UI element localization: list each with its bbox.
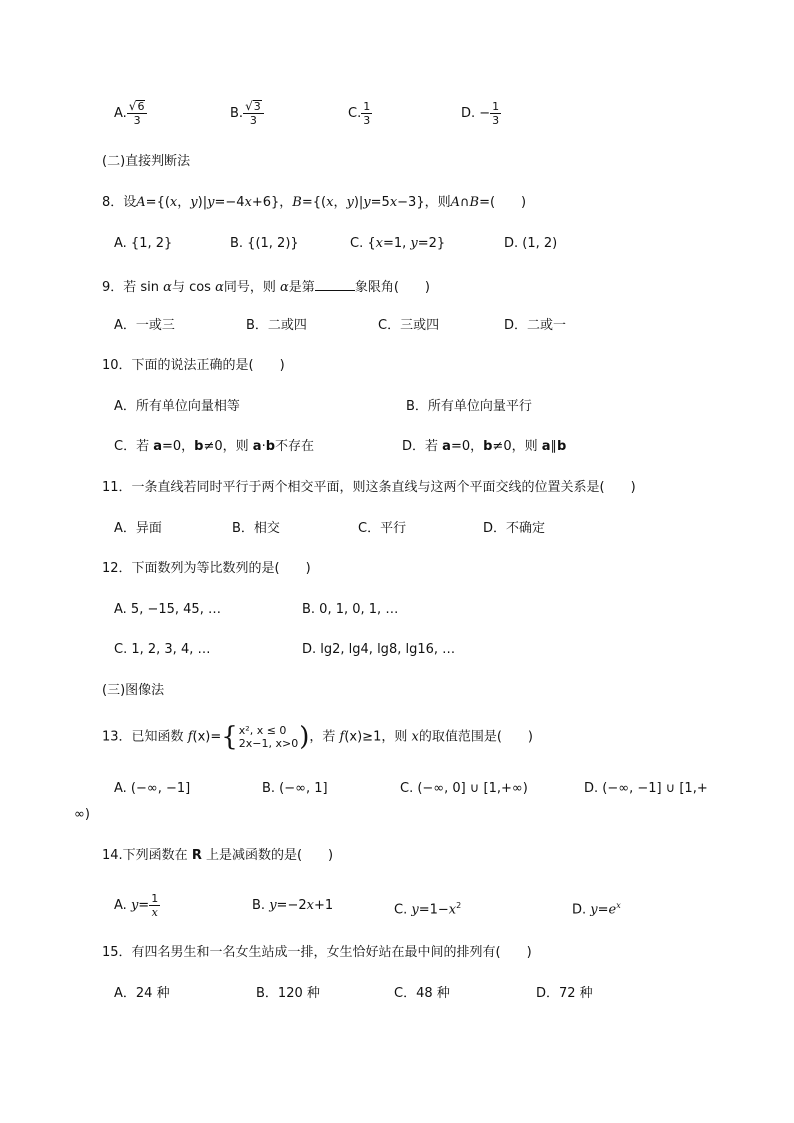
text: =: [138, 898, 150, 913]
q9-option-b[interactable]: B．二或四: [246, 318, 307, 333]
q12-option-a[interactable]: A. 5, −15, 45, …: [114, 602, 221, 617]
q7-option-a[interactable]: [114, 100, 147, 127]
text: (x)≥1，则: [344, 729, 412, 745]
radicand: 3: [253, 100, 261, 113]
text: A.: [114, 898, 131, 913]
q13-option-d-wrap: ∞): [74, 807, 90, 822]
q8-option-b[interactable]: B. {(1, 2)}: [230, 236, 299, 251]
vector: b: [265, 439, 276, 454]
text: ，: [333, 195, 347, 210]
text: =( ): [479, 195, 527, 210]
var: e: [608, 902, 617, 918]
q15-option-d[interactable]: D．72 种: [536, 986, 593, 1001]
denominator: 3: [363, 114, 371, 127]
q15-option-a[interactable]: A．24 种: [114, 986, 170, 1001]
text: B.: [252, 898, 270, 913]
var: y: [346, 195, 354, 210]
q7-option-d[interactable]: [461, 100, 501, 127]
denominator: 3: [492, 114, 500, 127]
exponent: 2: [456, 901, 462, 910]
q9-option-d[interactable]: D．二或一: [504, 318, 567, 333]
text: −3}，则: [397, 195, 451, 210]
vector: a: [541, 439, 551, 454]
q13-option-c[interactable]: C. (−∞, 0] ∪ [1,+∞): [400, 781, 528, 796]
question-12-stem: 12．下面数列为等比数列的是( ): [102, 561, 311, 576]
var: x: [389, 195, 398, 210]
exponent: x: [616, 901, 621, 910]
brace-left: {: [221, 722, 238, 752]
q15-option-b[interactable]: B．120 种: [256, 986, 320, 1001]
vector: b: [483, 439, 493, 454]
text: 同号，则: [223, 280, 281, 295]
q11-option-b[interactable]: B．相交: [232, 521, 280, 536]
vector: a: [252, 439, 262, 454]
piecewise-function: [221, 724, 309, 750]
fraction: [361, 100, 372, 127]
fraction: √ 3 3: [243, 100, 264, 127]
text: C.: [394, 902, 412, 918]
question-11-stem: 11．一条直线若同时平行于两个相交平面，则这条直线与这两个平面交线的位置关系是( ): [102, 480, 636, 495]
var: y: [411, 902, 419, 918]
section-heading: (三)图像法: [102, 683, 165, 698]
text: 象限角( ): [354, 280, 430, 295]
text: ，: [177, 195, 191, 210]
vector: b: [194, 439, 204, 454]
var: y: [190, 195, 198, 210]
q10-option-a[interactable]: A．所有单位向量相等: [114, 399, 240, 414]
q13-option-d[interactable]: D. (−∞, −1] ∪ [1,+: [584, 781, 708, 796]
var: y: [410, 236, 418, 251]
q10-option-c[interactable]: [114, 438, 314, 456]
text: ∥: [550, 439, 557, 454]
var: x: [244, 195, 252, 210]
var: y: [207, 195, 215, 210]
q9-option-c[interactable]: C．三或四: [378, 318, 440, 333]
q12-option-d[interactable]: D. lg2, lg4, lg8, lg16, …: [302, 642, 456, 657]
var: y: [363, 195, 371, 210]
text: 与 cos: [171, 280, 216, 295]
radicand: 6: [137, 100, 145, 113]
var: x: [326, 195, 334, 210]
text: ={(: [145, 195, 170, 210]
q14-option-b[interactable]: [252, 897, 333, 915]
numerator: 1: [492, 100, 500, 113]
q7-option-b[interactable]: [230, 100, 264, 127]
text: 上是减函数的是( ): [201, 848, 334, 863]
q10-option-b[interactable]: B．所有单位向量平行: [406, 399, 532, 414]
denominator: x: [151, 906, 158, 919]
text: 不存在: [275, 439, 315, 454]
text: ≠0，则: [492, 439, 542, 454]
text: C. {: [350, 236, 376, 251]
text: =0，: [450, 439, 484, 454]
q10-option-d[interactable]: [402, 438, 566, 456]
q13-option-a[interactable]: A. (−∞, −1]: [114, 781, 191, 796]
q11-option-c[interactable]: C．平行: [358, 521, 407, 536]
q14-option-d[interactable]: [572, 897, 621, 919]
q8-option-a[interactable]: A. {1, 2}: [114, 236, 173, 251]
q15-option-c[interactable]: C．48 种: [394, 986, 450, 1001]
text: )|: [353, 195, 364, 210]
text: =1,: [382, 236, 411, 251]
vector: a: [442, 439, 451, 454]
var: f: [339, 729, 345, 745]
q12-option-c[interactable]: C. 1, 2, 3, 4, …: [114, 642, 211, 657]
text: =1−: [418, 902, 449, 918]
text: =5: [370, 195, 390, 210]
text: 是第: [288, 280, 315, 295]
q8-option-d[interactable]: D. (1, 2): [504, 236, 558, 251]
q11-option-a[interactable]: A．异面: [114, 521, 162, 536]
q14-option-c[interactable]: [394, 897, 461, 919]
denominator: 3: [133, 114, 141, 127]
var: A: [450, 195, 460, 210]
var: x: [306, 898, 314, 913]
text: C．若: [114, 439, 154, 454]
q7-option-c[interactable]: [348, 100, 372, 127]
option-label: A.: [114, 106, 127, 121]
text: ≠0，则: [203, 439, 253, 454]
q14-option-a[interactable]: [114, 892, 160, 919]
question-10-stem: 10．下面的说法正确的是( ): [102, 358, 285, 373]
var: f: [187, 729, 193, 745]
var: x: [448, 902, 457, 918]
var: y: [590, 902, 598, 918]
brace-right: ): [299, 722, 310, 752]
text: ·: [261, 439, 266, 454]
text: 9．若 sin: [102, 280, 164, 295]
question-8-stem: [102, 194, 526, 212]
case: x², x ≤ 0: [238, 724, 287, 737]
var: x: [375, 236, 383, 251]
text: 14.下列函数在: [102, 848, 192, 863]
text: ={(: [301, 195, 327, 210]
numerator: 1: [151, 892, 159, 905]
option-label: B.: [230, 106, 244, 121]
q12-option-b[interactable]: B. 0, 1, 0, 1, …: [302, 602, 399, 617]
section-heading: (二)直接判断法: [102, 154, 191, 169]
fraction: [149, 892, 160, 919]
q11-option-d[interactable]: D．不确定: [483, 521, 546, 536]
text: +1: [313, 898, 334, 913]
text: 的取值范围是( ): [418, 729, 533, 745]
option-label: C.: [348, 106, 362, 121]
var: x: [411, 729, 419, 745]
q9-option-a[interactable]: A．一或三: [114, 318, 175, 333]
fraction: √ 6 3: [127, 100, 148, 127]
var: y: [269, 898, 277, 913]
vector: b: [557, 439, 567, 454]
text: =−2: [276, 898, 307, 913]
denominator: 3: [249, 114, 257, 127]
text: =2}: [417, 236, 446, 251]
text: D.: [572, 902, 591, 918]
var: B: [292, 195, 302, 210]
question-9-stem: [102, 276, 430, 297]
var: A: [136, 195, 146, 210]
question-15-stem: 15．有四名男生和一名女生站成一排，女生恰好站在最中间的排列有( ): [102, 945, 532, 960]
q-number: 8．设: [102, 195, 137, 210]
option-label: D. −: [461, 106, 491, 121]
text: D．若: [402, 439, 443, 454]
case: 2x−1, x>0: [238, 737, 299, 750]
var: y: [130, 898, 139, 913]
text: ，若: [309, 729, 340, 745]
text: ∩: [459, 195, 470, 210]
text: 13．已知函数: [102, 729, 188, 745]
var: x: [169, 195, 178, 210]
text: )|: [197, 195, 208, 210]
question-14-stem: [102, 847, 333, 865]
q8-option-c[interactable]: [350, 235, 445, 253]
text: +6}，: [251, 195, 293, 210]
vector: a: [153, 439, 162, 454]
q13-option-b[interactable]: B. (−∞, 1]: [262, 781, 328, 796]
set-symbol: R: [191, 848, 202, 863]
var: B: [469, 195, 480, 210]
text: =: [597, 902, 609, 918]
question-13-stem: [102, 724, 533, 750]
fraction: [490, 100, 501, 127]
var: α: [280, 280, 289, 295]
text: =0，: [162, 439, 195, 454]
var: α: [215, 280, 224, 295]
numerator: 1: [363, 100, 371, 113]
text: (x)=: [192, 729, 222, 745]
var: α: [163, 280, 172, 295]
answer-blank[interactable]: [315, 276, 355, 291]
text: =−4: [214, 195, 245, 210]
